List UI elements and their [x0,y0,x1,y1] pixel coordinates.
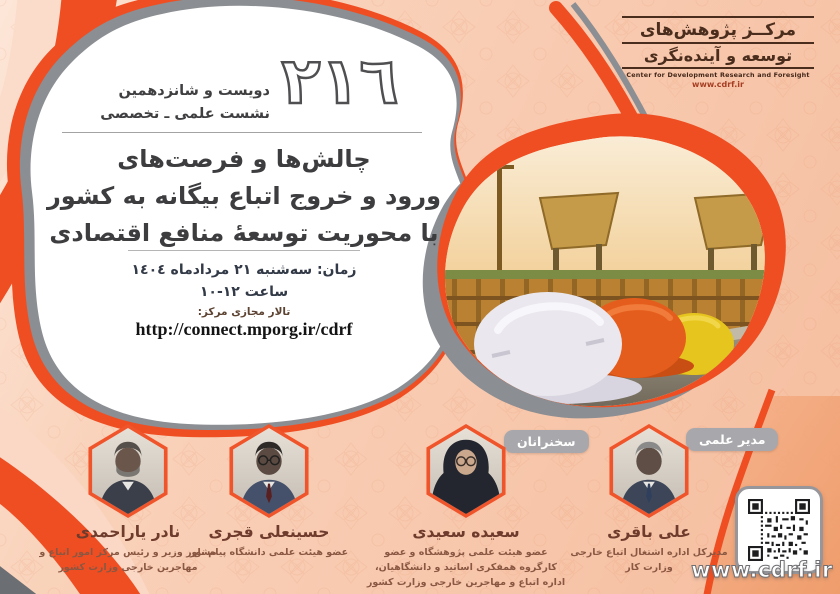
logo-divider [622,16,814,18]
logo-divider [622,67,814,69]
event-title-line2: ورود و خروج اتباع بیگانه به کشور [46,182,442,210]
brand-subtitle-en: Center for Development Research and Foresight [626,71,810,79]
speakers-badge: سخنرانان [504,430,589,453]
event-title-line3: با محوریت توسعهٔ منافع اقتصادی [49,219,439,247]
brand-logo [616,14,820,89]
speaker-photo [423,424,509,518]
brand-website: www.cdrf.ir [692,80,744,89]
speaker-card [560,424,738,575]
qr-code-pattern [748,499,810,561]
speaker-role: عضو هیئت علمی دانشگاه پیام نور [189,547,349,558]
speaker-role: عضو هیئت علمی پژوهشگاه و عضو کارگروه همفکری اساتید و دانشگاهیان، اداره اتباع و مهاجرین خارجی وزارت کشور [366,547,566,589]
scientific-director-badge: مدیر علمی [686,428,778,451]
event-title-line1: چالش‌ها و فرصت‌های [117,145,371,173]
speaker-card [365,424,567,591]
footer-website: www.cdrf.ir [691,558,833,582]
session-ordinal-line2: نشست علمی ـ تخصصی [100,106,270,122]
session-ordinal-line1: دویست و شانزدهمین [118,83,270,99]
speaker-photo [85,424,171,518]
session-number: ٢١٦ [281,45,399,119]
speaker-name: علی باقری [607,523,691,541]
event-time: ساعت ١٢-١٠ [199,284,289,300]
logo-divider [622,42,814,44]
header-divider [62,132,422,133]
green-strip [436,270,796,279]
brand-title-line2: توسعه و آینده‌نگری [643,46,793,65]
venue-url: http://connect.mporg.ir/cdrf [135,319,353,339]
speaker-name: سعیده سعیدی [412,523,520,541]
venue-label: تالار مجازی مرکز: [197,306,291,318]
speaker-name: نادر یاراحمدی [75,523,181,541]
speaker-name: حسینعلی قجری [208,523,330,541]
title-divider [128,250,360,251]
event-title [28,141,460,252]
speaker-role: مدیرکل اداره اشتغال اتباع خارجی وزارت کار [570,547,728,574]
event-date: زمان: سه‌شنبه ٢١ مردادماه ١٤٠٤ [131,262,357,278]
brand-title-line1: مرکــز پژوهش‌های [639,20,797,40]
speaker-card [185,424,353,560]
speaker-photo [606,424,692,518]
speaker-photo [226,424,312,518]
session-ordinal [78,80,270,126]
speaker-role: مشاور وزیر و رئیس مرکز امور اتباع و مهاجرین خارجی وزارت کشور [39,547,217,574]
crane-mast [497,168,502,276]
